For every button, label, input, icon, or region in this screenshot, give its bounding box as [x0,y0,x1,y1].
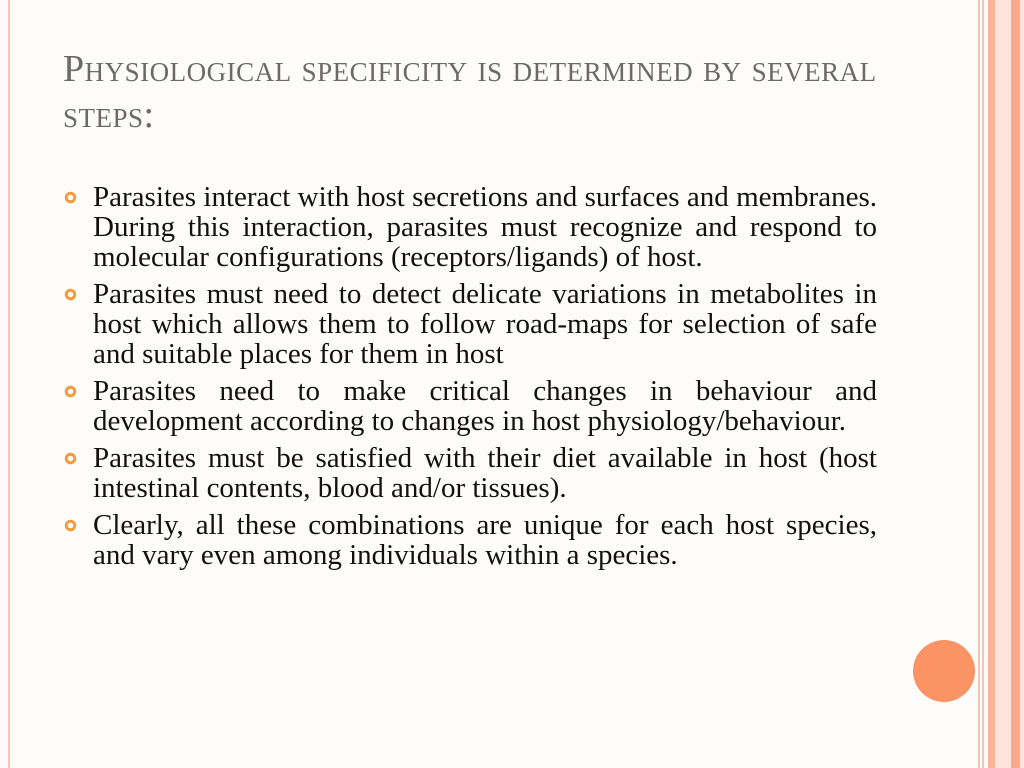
bullet-text: Parasites interact with host secretions and surfaces and membranes. During this interaction, parasites must recognize and respond to molecular configurations (receptors/ligands) of host. [93,181,877,273]
bullet-text: Parasites need to make critical changes in behaviour and development according to changes in host physiology/behaviour. [93,375,877,437]
bullet-item [63,182,877,272]
stripe [1011,0,1020,768]
stripe [995,0,1011,768]
ring-bullet-icon [64,385,77,398]
bullet-text: Parasites must be satisfied with their diet available in host (host intestinal contents, blood and/or tissues). [93,442,877,504]
bullet-text: Clearly, all these combinations are unique for each host species, and vary even among individuals within a species. [93,509,877,571]
stripe [988,0,995,768]
orange-circle [913,640,975,702]
right-decorative-stripes [978,0,1024,768]
stripe [1020,0,1024,768]
bullet-list [63,182,877,577]
bullet-item [63,376,877,436]
stripe [978,0,980,768]
left-border-line [8,0,10,768]
bullet-item [63,279,877,369]
ring-bullet-icon [64,452,77,465]
slide-title: Physiological specificity is determined by several steps: [63,48,877,136]
bullet-text: Parasites must need to detect delicate variations in metabolites in host which allows them to follow road-maps for selection of safe and suitable places for them in host [93,278,877,370]
bullet-item [63,443,877,503]
ring-bullet-icon [64,288,77,301]
ring-bullet-icon [64,191,77,204]
bullet-item [63,510,877,570]
stripe [982,0,984,768]
ring-bullet-icon [64,519,77,532]
